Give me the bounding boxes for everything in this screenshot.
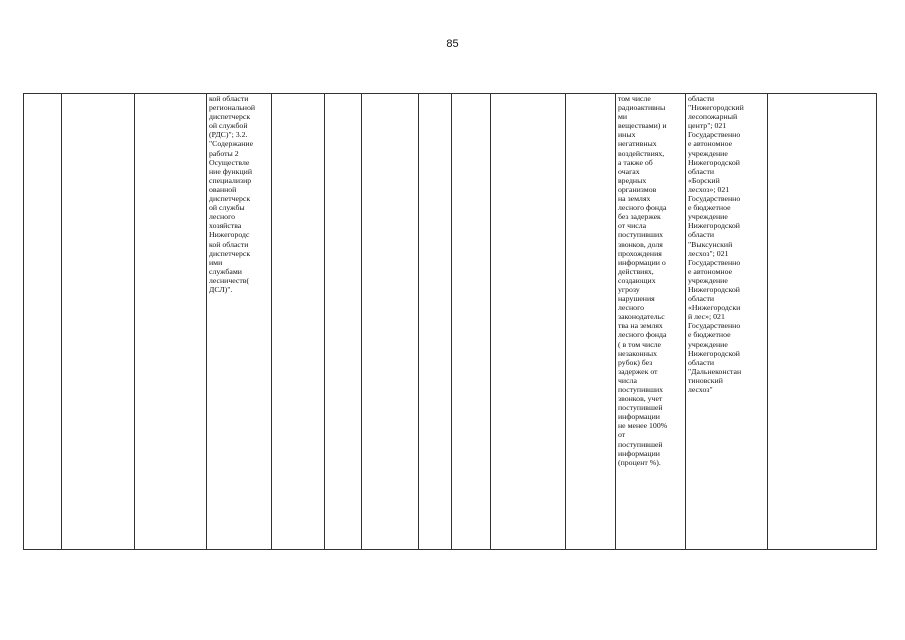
table-cell — [616, 94, 686, 550]
table-cell — [135, 94, 207, 550]
table-cell — [207, 94, 272, 550]
table-cell — [452, 94, 491, 550]
table-row — [24, 94, 877, 550]
cell-text-indicator: том числе радиоактивны ми веществами) и иных негативных воздействиях, а также об очагах вредных организмов на землях лесного фонда без задержек от числа поступивших звонков, доля прохождения информации о действиях, создающих угрозу нарушения лесного законодательс тва на землях лесного фонда ( в том числе незаконных рубок) без задержек от числа поступивших звонков, учет поступившей информации не менее 100% от поступившей информации (процент %). — [618, 94, 668, 467]
cell-text-dispatch-service: кой области региональной диспетчерск ой службой (РДС)"; 3.2. "Содержание работы 2 Осуществле ние функций специализир ованной диспетчерск ой службы лесного хозяйства Нижегородс кой области диспетчерск ими службами лесничеств( ДСЛ)". — [209, 94, 256, 294]
page-number: 85 — [446, 38, 459, 50]
table-cell — [272, 94, 325, 550]
table-cell — [24, 94, 62, 550]
table-cell — [686, 94, 768, 550]
table-cell — [325, 94, 362, 550]
table-cell — [491, 94, 566, 550]
table-cell — [768, 94, 877, 550]
document-table — [23, 93, 877, 550]
table-cell — [62, 94, 135, 550]
table-cell — [362, 94, 419, 550]
table-cell — [566, 94, 616, 550]
cell-text-institutions: области "Нижегородский лесопожарный центр"; 021 Государственно e автономное учреждение Нижегородской области «Борский лесхоз»; 021 Государственно e бюджетное учреждение Нижегородской области "Выксунский лесхоз"; 021 Государственно e автономное учреждение Нижегородской области «Нижегородски й лес»; 021 Государственно e бюджетное учреждение Нижегородской области "Дальнеконстан тиновский лесхоз" — [688, 94, 744, 394]
table-cell — [419, 94, 452, 550]
